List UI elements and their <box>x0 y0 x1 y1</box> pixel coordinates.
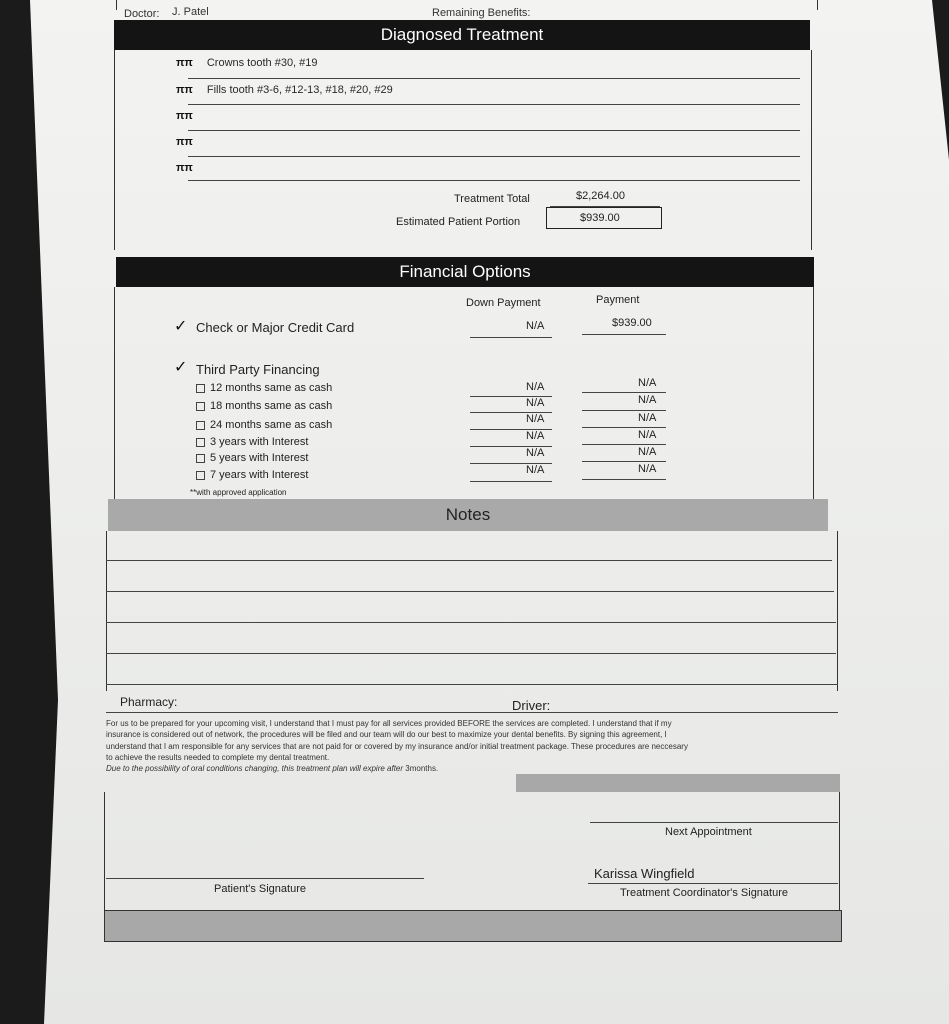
plan-down-payment: N/A <box>526 464 545 476</box>
plan-payment: N/A <box>638 463 657 475</box>
patient-signature-line[interactable] <box>106 878 424 879</box>
plan-payment: N/A <box>638 446 657 458</box>
down-line <box>470 429 552 430</box>
plan-checkbox[interactable] <box>196 384 205 393</box>
legal-text <box>106 718 834 774</box>
doctor-name: J. Patel <box>172 6 209 18</box>
legal-line: understand that I am responsible for any services that are not paid for or covered by my insurance and/or initial treatment package. These procedures are neccesary <box>106 741 688 751</box>
plan-payment: N/A <box>638 394 657 406</box>
diagnosed-treatment-header: Diagnosed Treatment <box>114 20 810 50</box>
expiry-notice <box>106 763 834 774</box>
notes-line[interactable] <box>106 684 838 685</box>
check-down-line <box>470 337 552 338</box>
treatment-item <box>176 136 207 148</box>
plan-checkbox[interactable] <box>196 471 205 480</box>
plan-row <box>196 400 332 412</box>
plan-payment: N/A <box>638 377 657 389</box>
notes-line[interactable] <box>106 653 836 654</box>
plan-label: 24 months same as cash <box>210 419 333 431</box>
treatment-line <box>188 104 800 105</box>
notes-box <box>106 531 838 691</box>
plan-row <box>196 436 308 448</box>
treatment-item <box>176 57 318 69</box>
treatment-line <box>188 180 800 181</box>
plan-label: 7 years with Interest <box>210 469 309 481</box>
plan-down-payment: N/A <box>526 397 545 409</box>
tooth-icon: ππ <box>176 57 193 69</box>
plan-down-payment: N/A <box>526 381 545 393</box>
down-line <box>470 463 552 464</box>
legal-line: insurance is considered out of network, the procedures will be filed and our team will do our best to maximize your dental benefits. By signing this agreement, I <box>106 730 667 740</box>
expiry-months: 3months. <box>405 764 439 774</box>
plan-down-payment: N/A <box>526 430 545 442</box>
coordinator-signature-label: Treatment Coordinator's Signature <box>620 887 788 899</box>
treatment-plan-form <box>104 0 840 940</box>
next-appointment-line[interactable] <box>590 822 838 823</box>
plan-row <box>196 382 332 394</box>
remaining-benefits-label: Remaining Benefits: <box>432 7 531 19</box>
tooth-icon: ππ <box>176 162 193 174</box>
treatment-line <box>188 156 800 157</box>
coordinator-name: Karissa Wingfield <box>594 866 695 881</box>
down-line <box>470 446 552 447</box>
patient-signature-label: Patient's Signature <box>214 883 306 895</box>
payment-line <box>582 392 666 393</box>
down-line <box>470 396 552 397</box>
pharmacy-line <box>106 712 838 713</box>
checkmark-icon: ✓ <box>174 318 188 335</box>
plan-checkbox[interactable] <box>196 402 205 411</box>
notes-line[interactable] <box>106 560 832 561</box>
check-or-credit-label: Check or Major Credit Card <box>196 320 355 335</box>
treatment-item-text: Crowns tooth #30, #19 <box>206 57 318 69</box>
legal-line: For us to be prepared for your upcoming visit, I understand that I must pay for all services provided BEFORE the services are completed. I understand that if my <box>106 719 672 728</box>
tooth-icon: ππ <box>176 110 193 122</box>
check-payment: $939.00 <box>612 317 652 329</box>
plan-checkbox[interactable] <box>196 454 205 463</box>
treatment-total-value: $2,264.00 <box>576 190 625 202</box>
doctor-label: Doctor: <box>124 8 160 20</box>
check-payment-line <box>582 334 666 335</box>
treatment-item <box>176 162 207 174</box>
treatment-total-label: Treatment Total <box>454 193 530 205</box>
plan-payment: N/A <box>638 429 657 441</box>
third-party-label: Third Party Financing <box>196 362 320 377</box>
plan-checkbox[interactable] <box>196 438 205 447</box>
notes-line[interactable] <box>106 622 836 623</box>
plan-label: 3 years with Interest <box>210 436 309 448</box>
down-line <box>470 412 552 413</box>
treatment-line <box>188 78 800 79</box>
plan-label: 12 months same as cash <box>210 382 333 394</box>
plan-row <box>196 419 332 431</box>
patient-portion-label: Estimated Patient Portion <box>396 216 521 228</box>
legal-line: to achieve the results needed to complete my dental treatment. <box>106 752 330 762</box>
treatment-item <box>176 110 207 122</box>
bottom-grey-band <box>104 910 842 942</box>
patient-portion-value: $939.00 <box>580 212 620 224</box>
payment-line <box>582 410 666 411</box>
expiry-text: Due to the possibility of oral conditions changing, this treatment plan will expire after <box>106 764 404 774</box>
check-down-payment: N/A <box>526 320 545 332</box>
next-appointment-label: Next Appointment <box>665 826 752 838</box>
plan-down-payment: N/A <box>526 447 545 459</box>
down-payment-header: Down Payment <box>466 297 541 309</box>
plan-label: 5 years with Interest <box>210 452 309 464</box>
notes-line[interactable] <box>106 591 834 592</box>
treatment-item <box>176 84 393 96</box>
checkmark-icon: ✓ <box>174 359 188 376</box>
plan-label: 18 months same as cash <box>210 400 333 412</box>
payment-line <box>582 461 666 462</box>
coordinator-signature-line[interactable] <box>588 883 838 884</box>
down-line <box>470 481 552 482</box>
payment-line <box>582 427 666 428</box>
grey-band <box>516 774 840 792</box>
tooth-icon: ππ <box>176 84 193 96</box>
approval-footnote: **with approved application <box>190 488 287 497</box>
plan-row <box>196 452 308 464</box>
treatment-line <box>188 130 800 131</box>
plan-payment: N/A <box>638 412 657 424</box>
driver-label: Driver: <box>512 698 551 713</box>
payment-header: Payment <box>596 294 640 306</box>
payment-line <box>582 444 666 445</box>
plan-row <box>196 469 308 481</box>
pharmacy-label: Pharmacy: <box>120 695 178 709</box>
financial-options-header: Financial Options <box>116 257 814 287</box>
payment-line <box>582 479 666 480</box>
plan-down-payment: N/A <box>526 413 545 425</box>
notes-header: Notes <box>108 499 828 531</box>
treatment-item-text: Fills tooth #3-6, #12-13, #18, #20, #29 <box>206 84 393 96</box>
plan-checkbox[interactable] <box>196 421 205 430</box>
tooth-icon: ππ <box>176 136 193 148</box>
